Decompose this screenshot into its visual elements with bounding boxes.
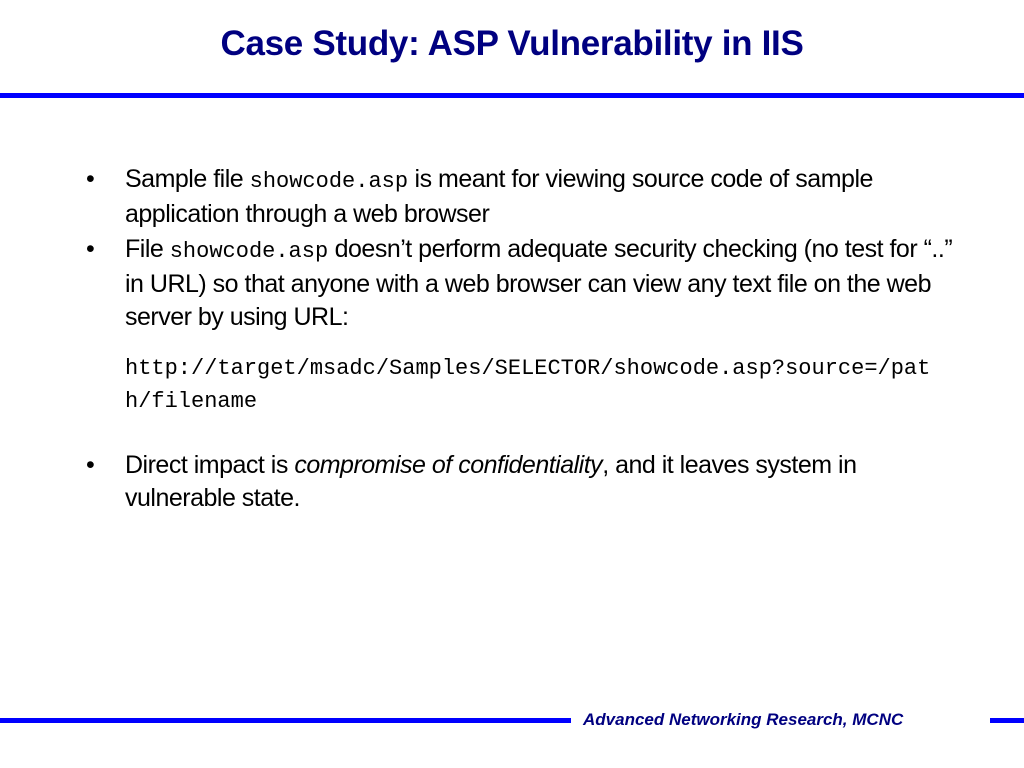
bullet-list [86, 163, 966, 515]
bullet-2-code: showcode.asp [169, 239, 329, 264]
bullet-3-emphasis: compromise of confidentiality [294, 451, 603, 479]
bullet-icon: • [86, 165, 95, 193]
bullet-item-1 [86, 163, 966, 231]
footer-credit: Advanced Networking Research, MCNC [583, 710, 904, 729]
bullet-icon: • [86, 235, 95, 263]
footer-divider-left [0, 718, 571, 723]
bullet-1-text-end: is meant for viewing source code of sample application through a web browser [125, 165, 873, 228]
bullet-1-code: showcode.asp [249, 169, 409, 194]
footer-divider-right [990, 718, 1024, 723]
bullet-icon: • [86, 451, 95, 479]
bullet-item-2 [86, 233, 966, 418]
bullet-3-text-end: , and it leaves system in vulnerable state. [125, 451, 857, 512]
bullet-1-text-start: Sample file [125, 165, 250, 193]
bullet-2-text-start: File [125, 235, 170, 263]
vulnerable-url: http://target/msadc/Samples/SELECTOR/showcode.asp?source=/path/filename [125, 356, 931, 414]
title-divider [0, 93, 1024, 98]
bullet-3-text-start: Direct impact is [125, 451, 295, 479]
slide-title: Case Study: ASP Vulnerability in IIS [220, 24, 804, 63]
bullet-2-text-end: doesn’t perform adequate security checking (no test for “..” in URL) so that anyone with a web browser can view any text file on the web server by using URL: [125, 235, 953, 331]
bullet-item-3 [86, 449, 966, 515]
